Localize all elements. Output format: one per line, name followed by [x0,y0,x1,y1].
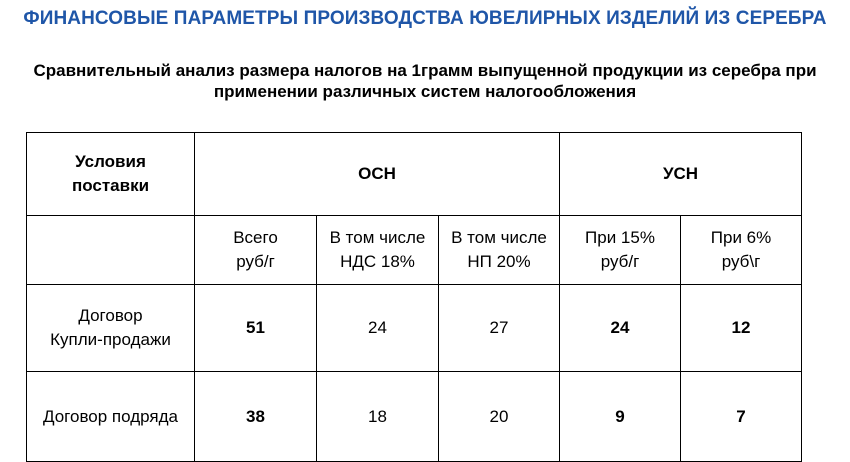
corner-header-line-2: поставки [71,176,150,195]
table-header-row [27,133,802,216]
column-header-line-1: В том числе [451,228,547,247]
column-header-total [195,216,317,285]
group-header-osn: ОСН [195,133,560,216]
table-caption [0,60,850,102]
tax-comparison-table [26,132,802,462]
cell-total: 51 [195,285,317,372]
column-header-line-1: При 6% [710,228,772,247]
corner-header-line-1: Условия [75,152,146,171]
column-header-line-2: руб\г [721,252,761,271]
column-header-line-2: руб/г [600,252,640,271]
cell-usn-15: 9 [560,372,681,462]
cell-profit-tax: 27 [439,285,560,372]
row-label-line-1: Договор [78,306,143,325]
cell-vat: 24 [317,285,439,372]
corner-header [27,133,195,216]
empty-subheader-cell [27,216,195,285]
cell-usn-6: 7 [681,372,802,462]
page-title: ФИНАНСОВЫЕ ПАРАМЕТРЫ ПРОИЗВОДСТВА ЮВЕЛИРНЫХ ИЗДЕЛИЙ ИЗ СЕРЕБРА [23,8,827,29]
column-header-line-1: Всего [233,228,278,247]
group-header-usn: УСН [560,133,802,216]
column-header-line-1: В том числе [329,228,426,247]
cell-total: 38 [195,372,317,462]
column-header-line-2: руб/г [236,252,275,271]
table-subheader-row [27,216,802,285]
table-row-sale-contract [27,285,802,372]
cell-usn-15: 24 [560,285,681,372]
row-label-line-2: Купли-продажи [50,330,171,349]
column-header-line-2: НП 20% [467,252,531,271]
row-label [27,285,195,372]
cell-vat: 18 [317,372,439,462]
column-header-profit-tax [439,216,560,285]
cell-usn-6: 12 [681,285,802,372]
caption-line-2: применении различных систем налогообложения [213,82,637,101]
column-header-line-1: При 15% [585,228,655,247]
column-header-usn-15 [560,216,681,285]
row-label: Договор подряда [27,372,195,462]
column-header-usn-6 [681,216,802,285]
column-header-line-2: НДС 18% [340,252,415,271]
table-row-work-contract [27,372,802,462]
column-header-vat [317,216,439,285]
cell-profit-tax: 20 [439,372,560,462]
caption-line-1: Сравнительный анализ размера налогов на 1грамм выпущенной продукции из серебра при [33,61,817,80]
